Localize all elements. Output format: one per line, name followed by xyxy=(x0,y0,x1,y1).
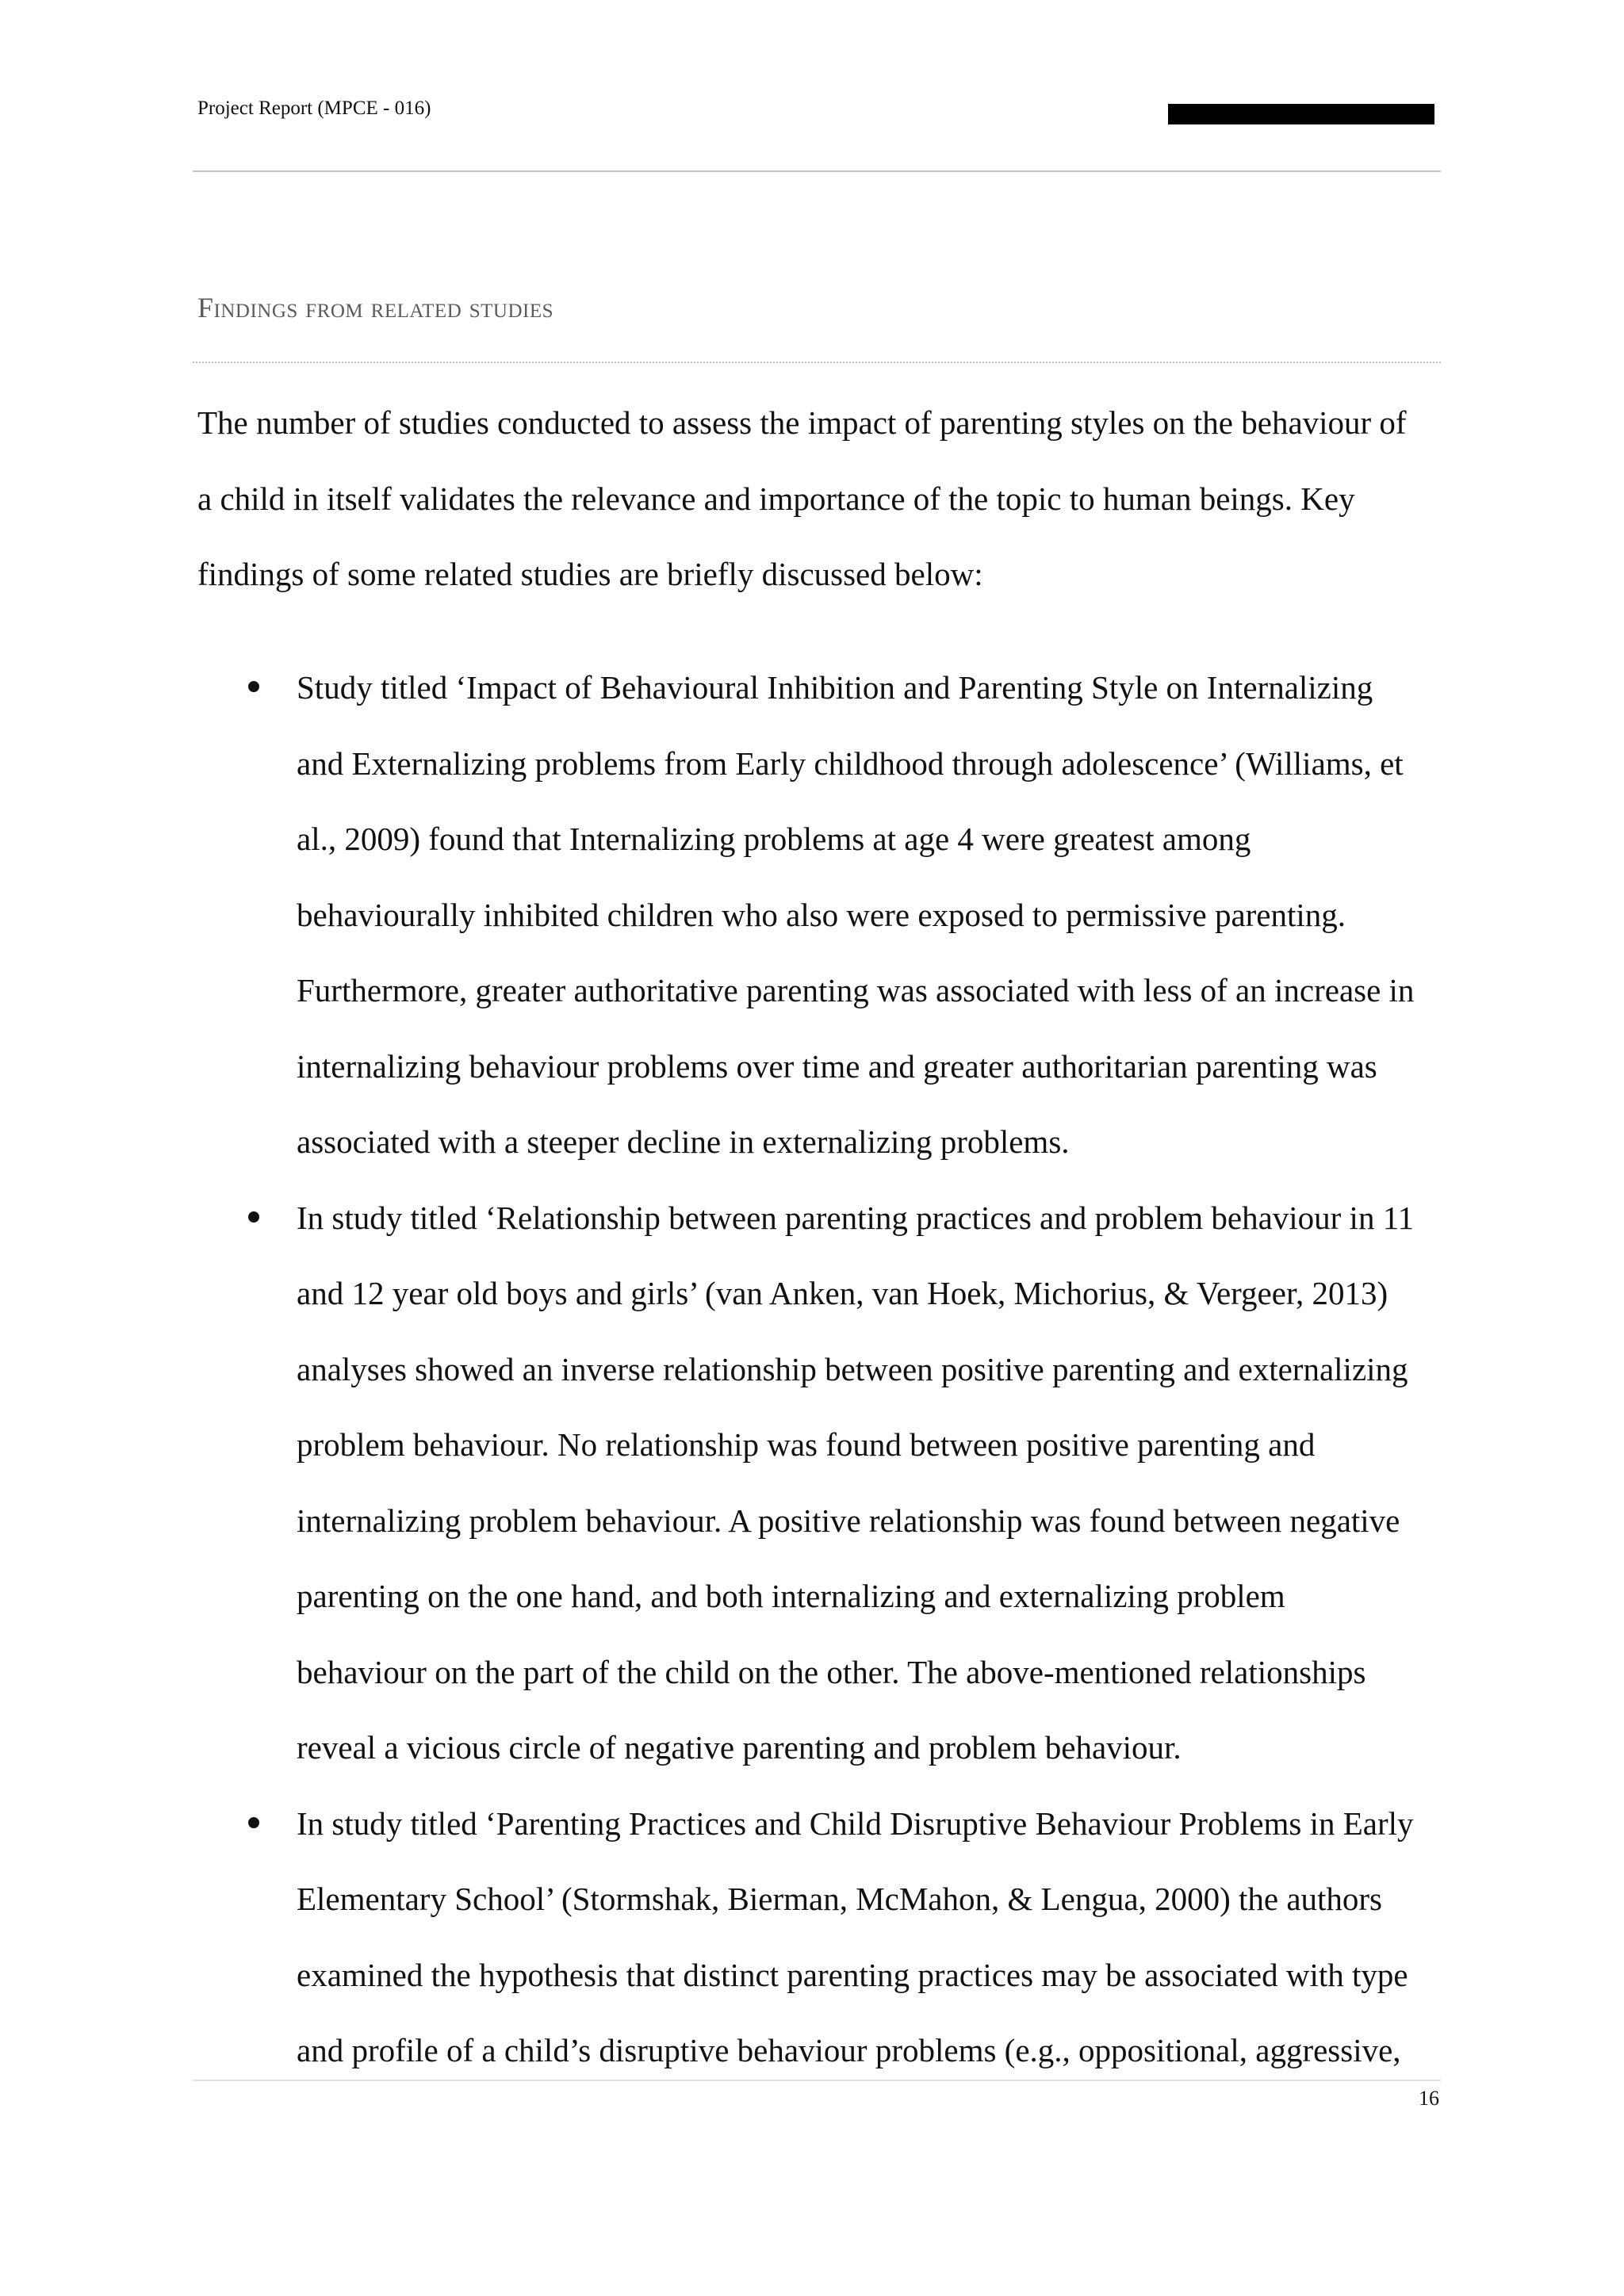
list-item-line: behaviour on the part of the child on the other. The above-mentioned relationships xyxy=(297,1653,1366,1690)
list-item-line: and Externalizing problems from Early childhood through adolescence’ (Williams, et xyxy=(297,744,1404,782)
list-item-line: internalizing behaviour problems over time and greater authoritarian parenting was xyxy=(297,1047,1377,1085)
list-item xyxy=(197,650,1442,1181)
bullet-icon xyxy=(248,1817,259,1828)
intro-line: findings of some related studies are briefly discussed below: xyxy=(197,556,983,592)
list-item-line: examined the hypothesis that distinct parenting practices may be associated with type xyxy=(297,1956,1408,1993)
list-item-line: analyses showed an inverse relationship between positive parenting and externalizing xyxy=(297,1350,1408,1387)
list-item-line: associated with a steeper decline in externalizing problems. xyxy=(297,1123,1070,1160)
bullet-icon xyxy=(248,1211,259,1223)
bullet-icon xyxy=(248,681,259,692)
list-item-line: parenting on the one hand, and both internalizing and externalizing problem xyxy=(297,1578,1285,1614)
list-item-line: and profile of a child’s disruptive behaviour problems (e.g., oppositional, aggressive, xyxy=(297,2032,1401,2068)
related-studies-list xyxy=(197,650,1442,2089)
list-item xyxy=(197,1181,1442,1786)
footer-divider xyxy=(193,2080,1441,2081)
list-item-line: Study titled ‘Impact of Behavioural Inhibition and Parenting Style on Internalizing xyxy=(297,669,1373,706)
list-item-line: In study titled ‘Relationship between parenting practices and problem behaviour in 11 xyxy=(297,1199,1415,1236)
running-header-title: Project Report (MPCE - 016) xyxy=(197,98,431,119)
list-item-line: and 12 year old boys and girls’ (van Anken, van Hoek, Michorius, & Vergeer, 2013) xyxy=(297,1275,1388,1311)
list-item-line: al., 2009) found that Internalizing problems at age 4 were greatest among xyxy=(297,821,1251,857)
intro-line: a child in itself validates the relevance and importance of the topic to human beings. Key xyxy=(197,480,1355,517)
intro-paragraph xyxy=(197,385,1442,613)
intro-line: The number of studies conducted to assess the impact of parenting styles on the behaviour of xyxy=(197,404,1407,441)
list-item-line: In study titled ‘Parenting Practices and Child Disruptive Behaviour Problems in Early xyxy=(297,1804,1414,1842)
list-item-line: problem behaviour. No relationship was found between positive parenting and xyxy=(297,1426,1316,1463)
list-item-line: Furthermore, greater authoritative parenting was associated with less of an increase in xyxy=(297,972,1415,1008)
list-item-line: Elementary School’ (Stormshak, Bierman, McMahon, & Lengua, 2000) the authors xyxy=(297,1881,1383,1917)
page-number: 16 xyxy=(1419,2087,1439,2110)
list-item-line: reveal a vicious circle of negative parenting and problem behaviour. xyxy=(297,1729,1182,1766)
section-title: Findings from related studies xyxy=(197,292,554,323)
header-divider xyxy=(193,170,1441,172)
redaction-bar xyxy=(1168,104,1434,124)
list-item-line: internalizing problem behaviour. A positive relationship was found between negative xyxy=(297,1502,1400,1539)
list-item xyxy=(197,1786,1442,2089)
list-item-line: behaviourally inhibited children who also were exposed to permissive parenting. xyxy=(297,896,1346,933)
section-divider xyxy=(193,362,1441,363)
